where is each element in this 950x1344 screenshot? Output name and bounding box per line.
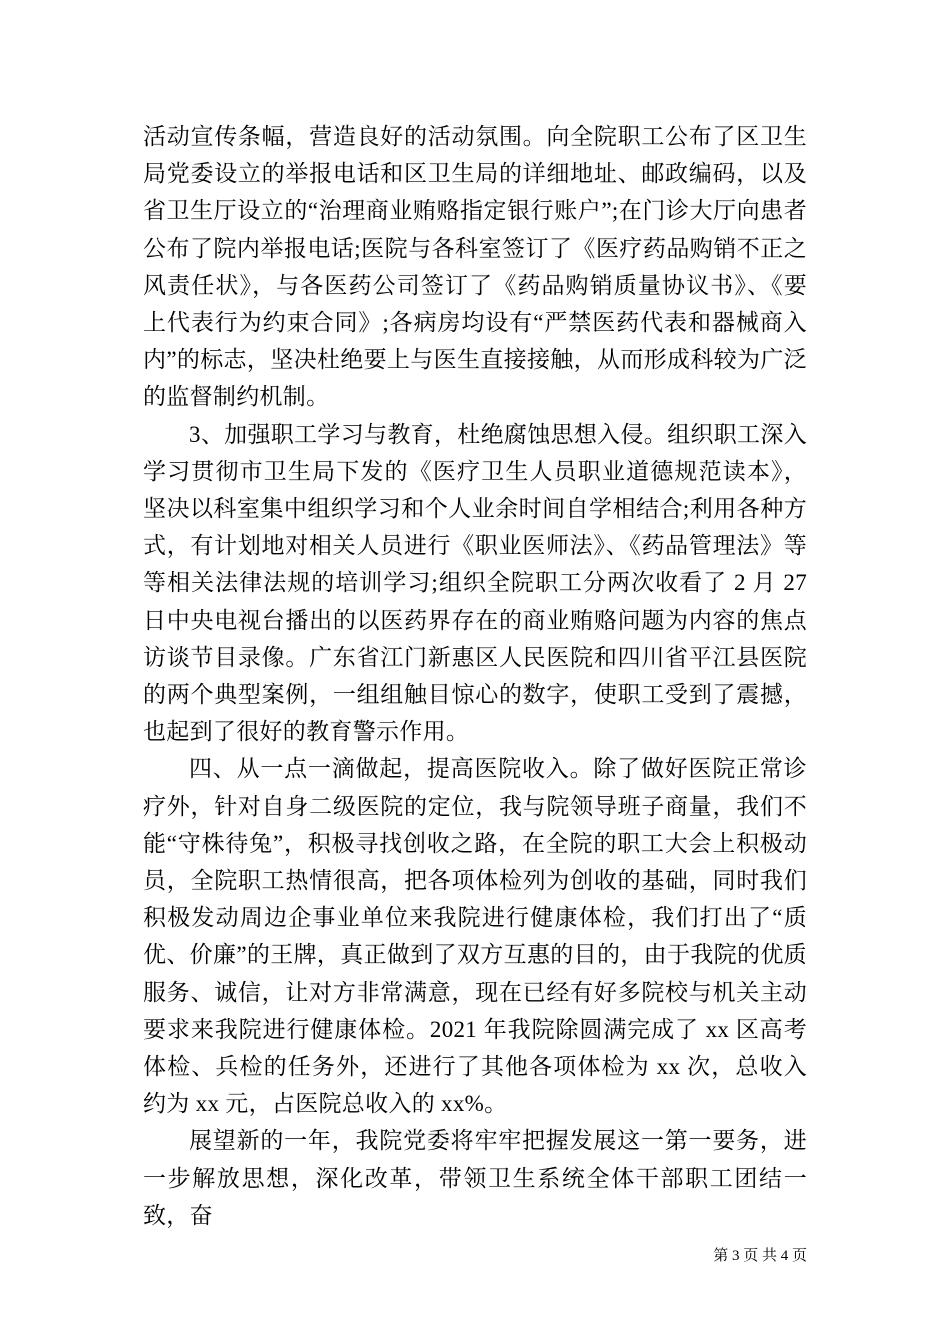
paragraph: 四、从一点一滴做起，提高医院收入。除了做好医院正常诊疗外，针对自身二级医院的定位，我与院领导班子商量，我们不能“守株待兔”，积极寻找创收之路，在全院的职工大会上积极动员，全院职工热情很高，把各项体检列为创收的基础，同时我们积极发动周边企事业单位来我院进行健康体检，我们打出了“质优、价廉”的王牌，真正做到了双方互惠的目的，由于我院的优质服务、诚信，让对方非常满意，现在已经有好多院校与机关主动要求来我院进行健康体检。2021 年我院除圆满完成了 xx 区高考体检、兵检的任务外，还进行了其他各项体检为 xx 次，总收入约为 xx 元，占医院总收入的 xx%。 (143, 756, 807, 1117)
document-body (143, 118, 807, 1234)
page-footer (713, 1246, 807, 1266)
page-number-indicator: 第 3 页 共 4 页 (713, 1248, 807, 1264)
paragraph: 活动宣传条幅，营造良好的活动氛围。向全院职工公布了区卫生局党委设立的举报电话和区卫生局的详细地址、邮政编码，以及省卫生厅设立的“治理商业贿赂指定银行账户”;在门诊大厅向患者公布了院内举报电话;医院与各科室签订了《医疗药品购销不正之风责任状》，与各医药公司签订了《药品购销质量协议书》、《要上代表行为约束合同》;各病房均设有“严禁医药代表和器械商入内”的标志，坚决杜绝要上与医生直接接触，从而形成科较为广泛的监督制约机制。 (143, 124, 807, 410)
paragraph: 展望新的一年，我院党委将牢牢把握发展这一第一要务，进一步解放思想，深化改革，带领卫生系统全体干部职工团结一致，奋 (143, 1128, 807, 1228)
paragraph: 3、加强职工学习与教育，杜绝腐蚀思想入侵。组织职工深入学习贯彻市卫生局下发的《医疗卫生人员职业道德规范读本》，坚决以科室集中组织学习和个人业余时间自学相结合;利用各种方式，有计划地对相关人员进行《职业医师法》、《药品管理法》等等相关法律法规的培训学习;组织全院职工分两次收看了 2 月 27 日中央电视台播出的以医药界存在的商业贿赂问题为内容的焦点访谈节目录像。广东省江门新惠区人民医院和四川省平江县医院的两个典型案例，一组组触目惊心的数字，使职工受到了震撼，也起到了很好的教育警示作用。 (143, 421, 807, 745)
